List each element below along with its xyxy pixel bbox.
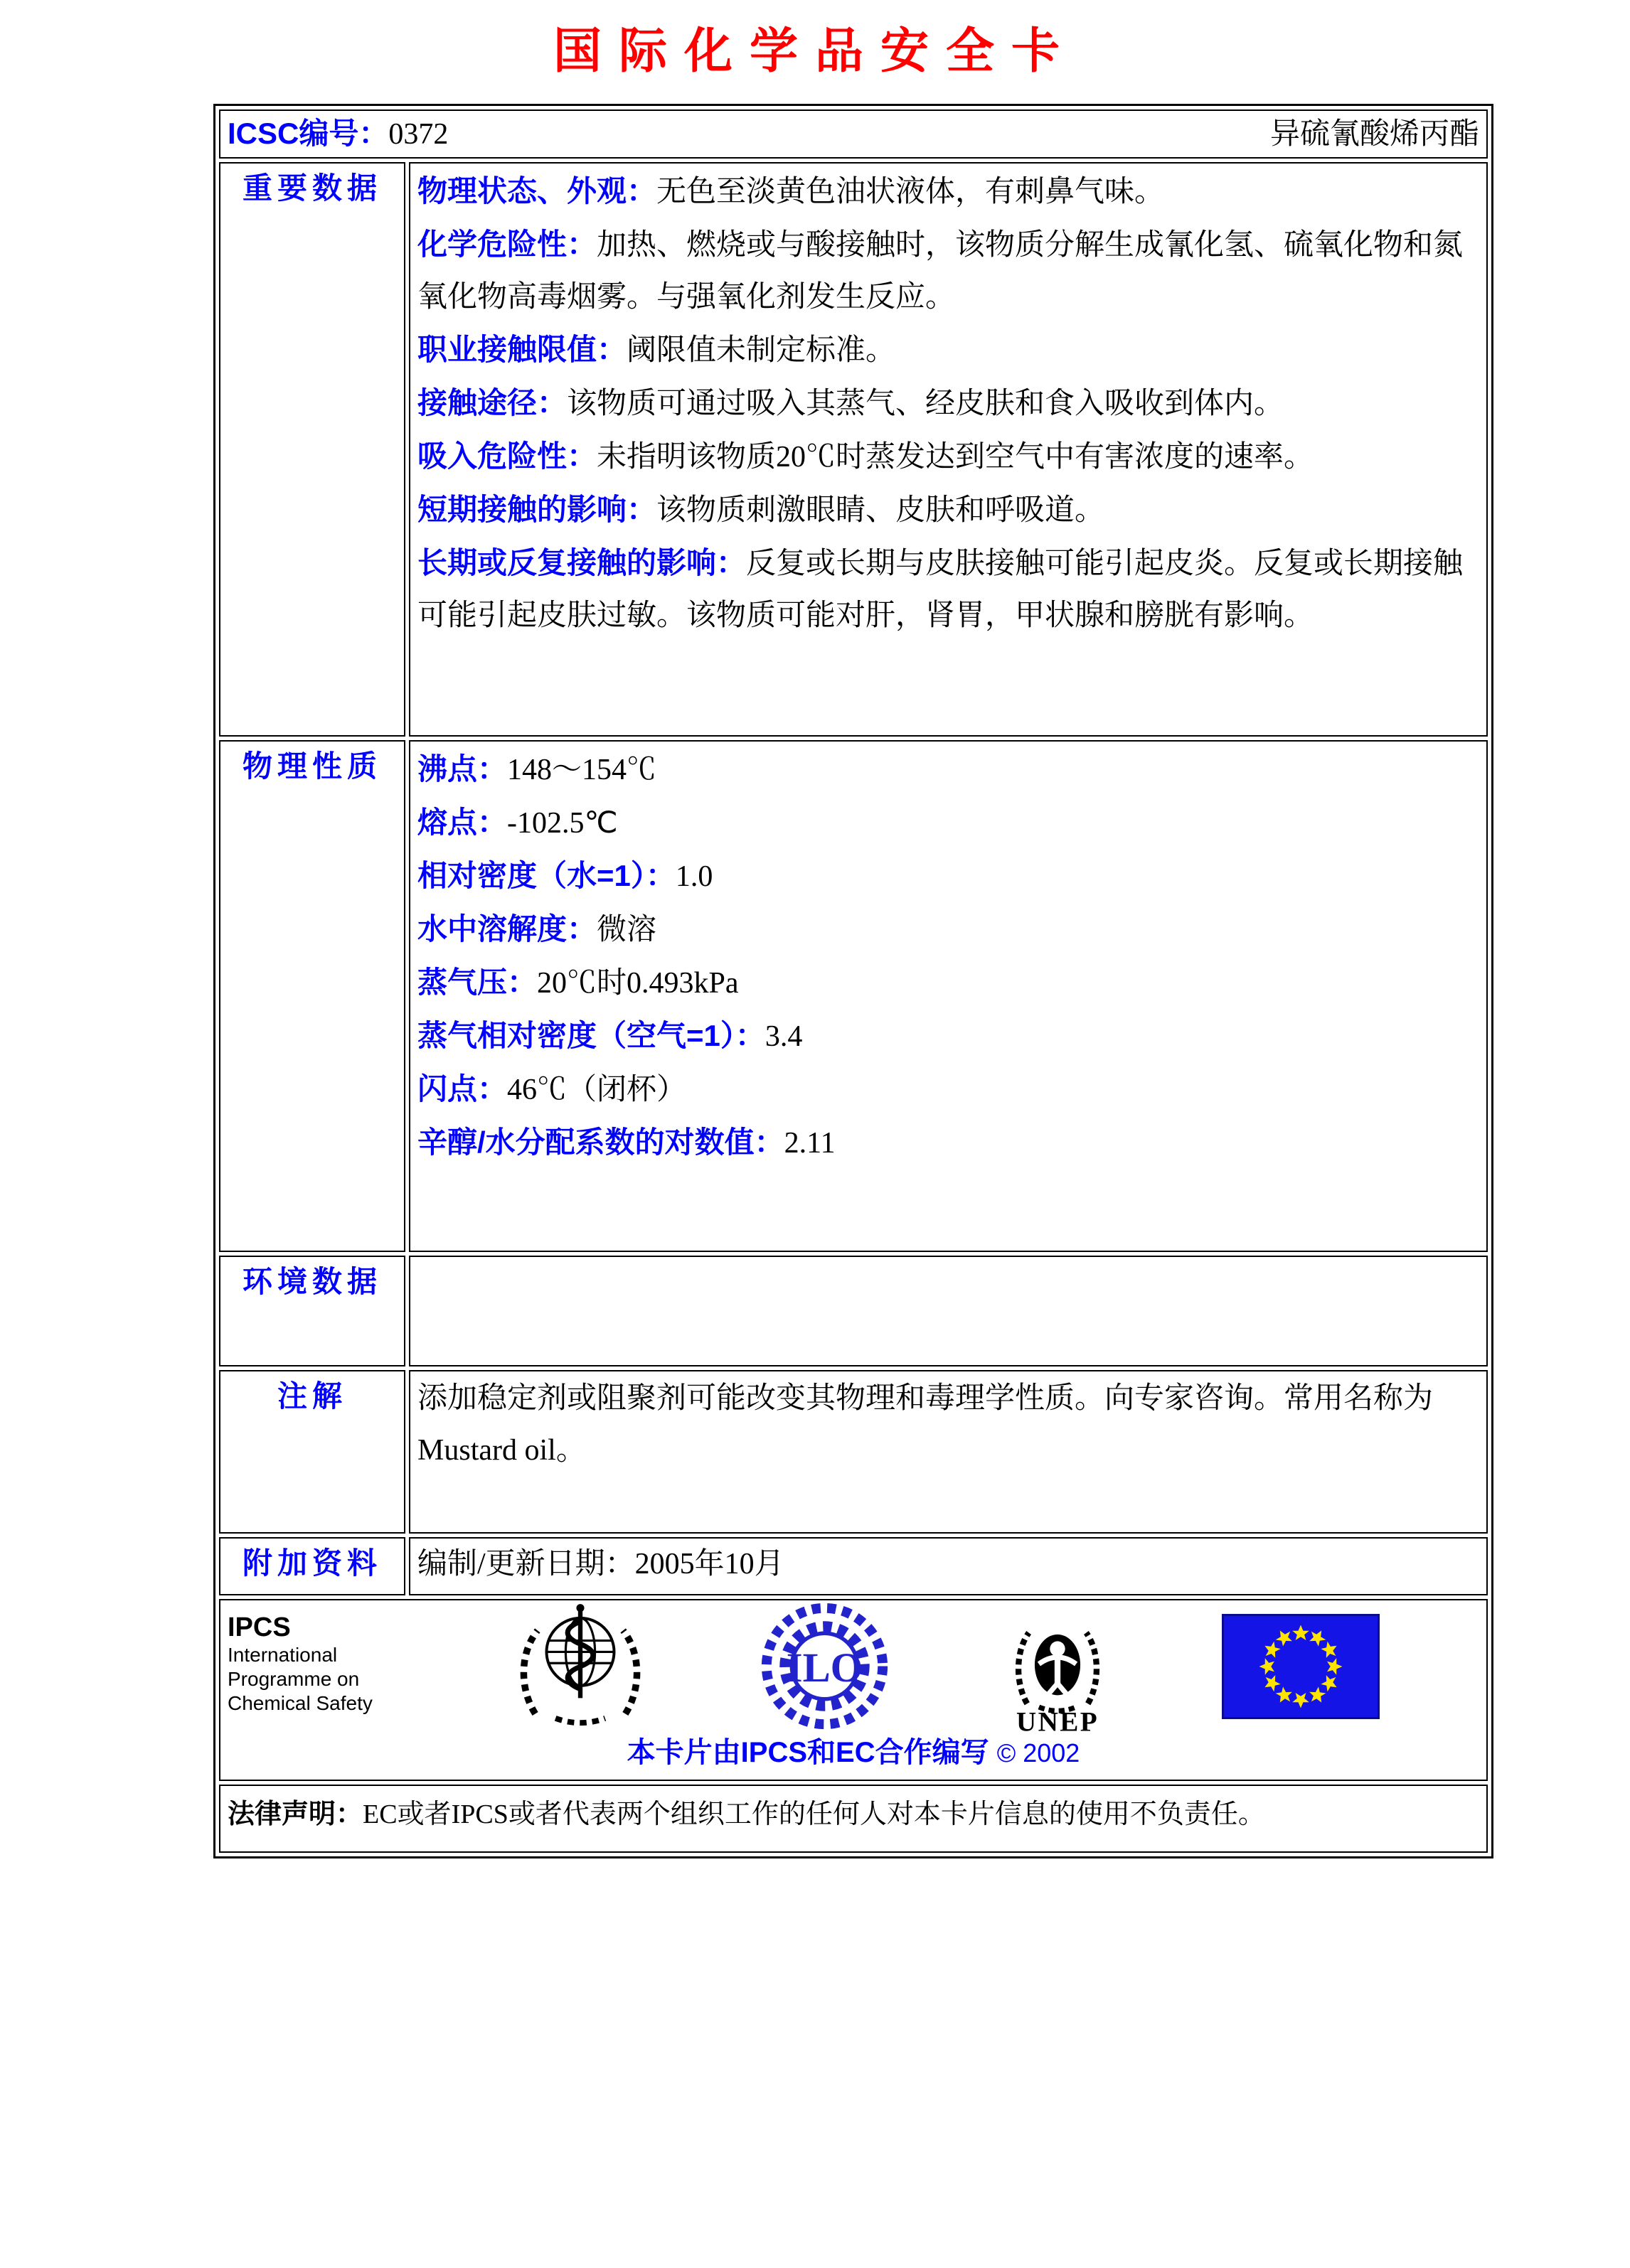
ipcs-title: IPCS	[228, 1612, 291, 1642]
field-value: 1.0	[675, 860, 713, 893]
section-row-additional-info	[219, 1537, 1488, 1595]
field-label: 闪点：	[417, 1072, 508, 1106]
icsc-table	[213, 104, 1493, 1858]
field-label: 蒸气压：	[417, 965, 538, 999]
cooperation-caption	[228, 1734, 1479, 1772]
section-label-additional-info: 附加资料	[219, 1537, 405, 1595]
field-label: 水中溶解度：	[417, 912, 597, 946]
field-row	[417, 218, 1479, 323]
chemical-name: 异硫氰酸烯丙酯	[1269, 117, 1479, 151]
section-row-notes	[219, 1370, 1488, 1534]
section-content-environmental-data	[409, 1256, 1488, 1366]
icsc-number-group	[228, 112, 448, 156]
field-label: 沸点：	[417, 752, 508, 786]
field-row	[417, 323, 1479, 377]
eu-flag-icon	[1222, 1614, 1380, 1723]
section-content-notes	[409, 1370, 1488, 1534]
field-value: 加热、燃烧或与酸接触时，该物质分解生成氰化氢、硫氧化物和氮氧化物高毒烟雾。与强氧化剂发生反应。	[417, 229, 1464, 314]
icsc-number-value: 0372	[388, 118, 449, 151]
ipcs-line-3: Chemical Safety	[228, 1692, 373, 1714]
field-label: 熔点：	[417, 806, 508, 839]
section-content-important-data	[409, 162, 1488, 737]
logos-row	[219, 1599, 1488, 1781]
field-label: 吸入危险性：	[417, 439, 597, 473]
field-label: 化学危险性：	[417, 228, 597, 261]
field-value: 20℃时0.493kPa	[537, 967, 739, 1000]
section-content-additional-info	[409, 1537, 1488, 1595]
field-value: 未指明该物质20℃时蒸发达到空气中有害浓度的速率。	[597, 441, 1314, 474]
ilo-text: ILO	[786, 1644, 863, 1691]
field-row	[417, 377, 1479, 430]
field-value: 微溶	[597, 914, 657, 946]
caption-text: 本卡片由IPCS和EC合作编写	[627, 1737, 989, 1768]
update-date-label: 编制/更新日期：	[417, 1548, 635, 1580]
field-row	[417, 796, 1479, 850]
field-label: 物理状态、外观：	[417, 174, 657, 208]
field-row	[417, 1540, 1479, 1588]
who-logo-icon	[509, 1599, 651, 1738]
field-row	[417, 483, 1479, 537]
page-title: 国际化学品安全卡	[553, 24, 1077, 78]
field-value: 2.11	[784, 1127, 836, 1160]
field-value: 该物质刺激眼睛、皮肤和呼吸道。	[656, 494, 1105, 527]
caption-copyright: © 2002	[996, 1738, 1080, 1767]
section-content-physical-properties	[409, 740, 1488, 1252]
field-value: 无色至淡黄色油状液体，有刺鼻气味。	[656, 176, 1165, 208]
logos-cell	[219, 1599, 1488, 1781]
section-label-important-data: 重要数据	[219, 162, 405, 737]
field-label: 接触途径：	[417, 386, 568, 419]
field-value: 该物质可通过吸入其蒸气、经皮肤和食入吸收到体内。	[567, 387, 1284, 420]
field-row	[417, 1063, 1479, 1116]
unep-text: UNEP	[1016, 1706, 1099, 1734]
legal-label: 法律声明：	[228, 1799, 363, 1829]
field-value: 3.4	[765, 1020, 803, 1053]
field-row	[417, 430, 1479, 483]
ipcs-line-1: International	[228, 1644, 338, 1666]
field-label: 蒸气相对密度（空气=1）：	[417, 1019, 765, 1052]
update-date-value: 2005年10月	[634, 1548, 784, 1580]
legal-cell	[219, 1785, 1488, 1853]
field-row	[417, 850, 1479, 903]
field-row	[417, 1010, 1479, 1063]
section-label-physical-properties: 物理性质	[219, 740, 405, 1252]
header-cell	[219, 109, 1488, 159]
field-label: 辛醇/水分配系数的对数值：	[417, 1125, 784, 1159]
section-row-environmental-data	[219, 1256, 1488, 1366]
icsc-number-label: ICSC编号：	[228, 117, 389, 150]
legal-text: EC或者IPCS或者代表两个组织工作的任何人对本卡片信息的使用不负责任。	[363, 1799, 1265, 1829]
field-row	[417, 537, 1479, 642]
field-label: 职业接触限值：	[417, 333, 627, 366]
header-row	[219, 109, 1488, 159]
ipcs-line-2: Programme on	[228, 1668, 360, 1690]
field-value: 阈限值未制定标准。	[627, 334, 896, 367]
section-label-environmental-data: 环境数据	[219, 1256, 405, 1366]
field-value: 148～154℃	[507, 754, 657, 786]
ipcs-logo-text	[228, 1602, 405, 1716]
legal-row	[219, 1785, 1488, 1853]
field-row	[417, 165, 1479, 218]
field-label: 短期接触的影响：	[417, 493, 657, 526]
field-value: 46℃（闭杯）	[507, 1074, 687, 1106]
unep-logo-icon	[997, 1599, 1118, 1738]
notes-text: 添加稳定剂或阻聚剂可能改变其物理和毒理学性质。向专家咨询。常用名称为Mustard oil。	[417, 1382, 1434, 1467]
field-row	[417, 903, 1479, 956]
field-row	[417, 743, 1479, 796]
field-row	[417, 1116, 1479, 1170]
field-label: 相对密度（水=1）：	[417, 859, 676, 892]
section-row-physical-properties	[219, 740, 1488, 1252]
ilo-logo-icon	[755, 1600, 894, 1735]
field-row	[417, 956, 1479, 1010]
field-value: -102.5℃	[507, 807, 618, 840]
section-row-important-data	[219, 162, 1488, 737]
field-value: 反复或长期与皮肤接触可能引起皮炎。反复或长期接触可能引起皮肤过敏。该物质可能对肝，肾胃，甲状腺和膀胱有影响。	[417, 547, 1464, 632]
field-label: 长期或反复接触的影响：	[417, 546, 747, 579]
section-label-notes: 注解	[219, 1370, 405, 1534]
